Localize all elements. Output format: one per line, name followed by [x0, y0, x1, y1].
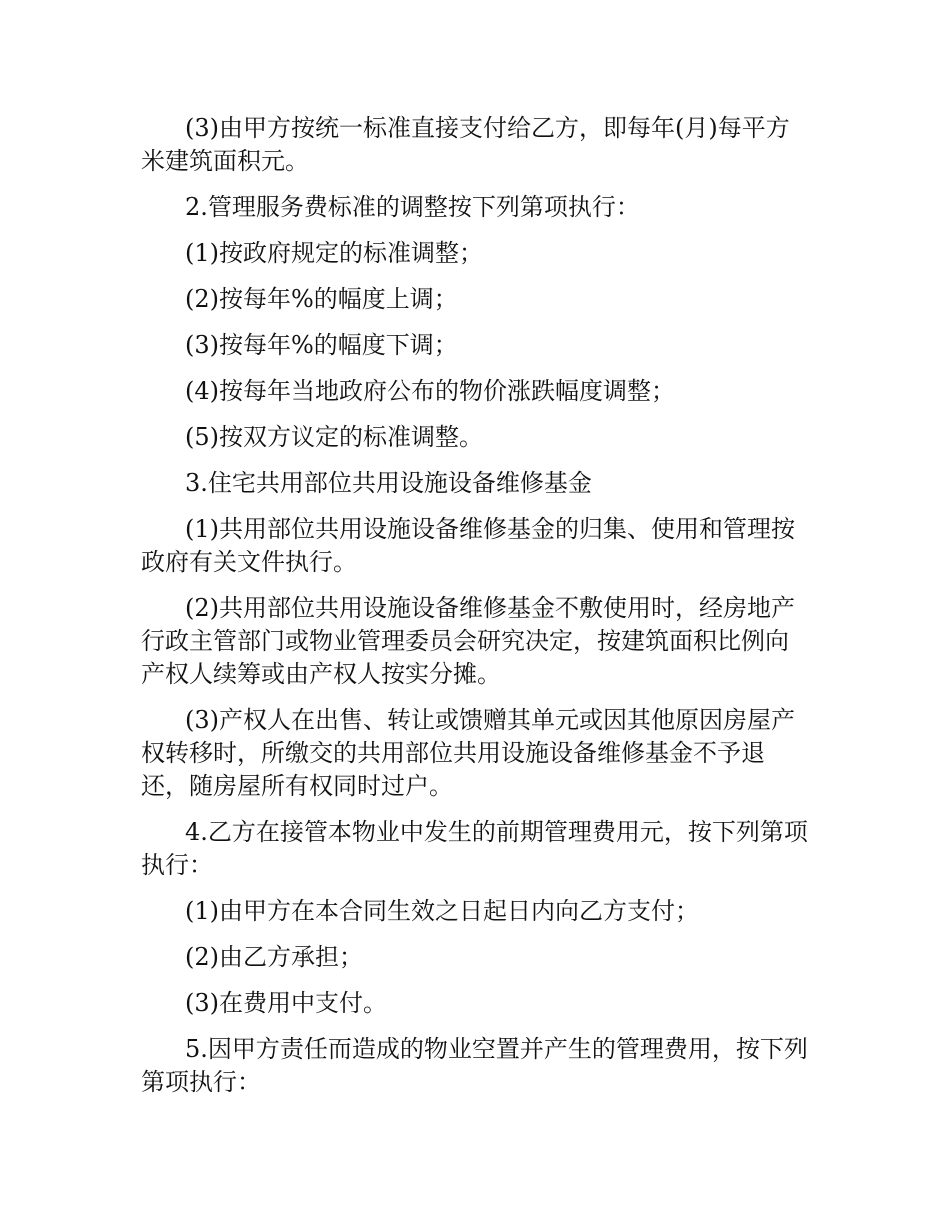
paragraph-vacancy-fees-heading: 5.因甲方责任而造成的物业空置并产生的管理费用，按下列第项执行：	[141, 1035, 808, 1096]
paragraph-preliminary-party-b: (2)由乙方承担；	[185, 943, 363, 971]
paragraph-preliminary-fees-heading: 4.乙方在接管本物业中发生的前期管理费用元，按下列第项执行：	[141, 818, 808, 879]
paragraph-adjust-mutual: (5)按双方议定的标准调整。	[185, 423, 483, 451]
paragraph-fee-adjustment-heading: 2.管理服务费标准的调整按下列第项执行：	[185, 193, 640, 221]
paragraph-adjust-price-index: (4)按每年当地政府公布的物价涨跌幅度调整；	[185, 377, 675, 405]
paragraph-maintenance-fund-heading: 3.住宅共用部位共用设施设备维修基金	[185, 469, 592, 497]
paragraph-fund-collection: (1)共用部位共用设施设备维修基金的归集、使用和管理按政府有关文件执行。	[141, 515, 795, 576]
paragraph-adjust-government: (1)按政府规定的标准调整；	[185, 239, 483, 267]
paragraph-payment-standard: (3)由甲方按统一标准直接支付给乙方，即每年(月)每平方米建筑面积元。	[141, 114, 790, 175]
paragraph-preliminary-expenses: (3)在费用中支付。	[185, 989, 387, 1017]
paragraph-adjust-increase: (2)按每年%的幅度上调；	[185, 285, 458, 313]
paragraph-fund-shortfall: (2)共用部位共用设施设备维修基金不敷使用时，经房地产行政主管部门或物业管理委员会研究决定，按建筑面积比例向产权人续筹或由产权人按实分摊。	[141, 594, 795, 688]
document-body	[141, 112, 811, 1112]
paragraph-adjust-decrease: (3)按每年%的幅度下调；	[185, 331, 458, 359]
paragraph-preliminary-party-a: (1)由甲方在本合同生效之日起日内向乙方支付；	[185, 897, 699, 925]
paragraph-fund-transfer: (3)产权人在出售、转让或馈赠其单元或因其他原因房屋产权转移时，所缴交的共用部位共用设施设备维修基金不予退还，随房屋所有权同时过户。	[141, 706, 795, 800]
